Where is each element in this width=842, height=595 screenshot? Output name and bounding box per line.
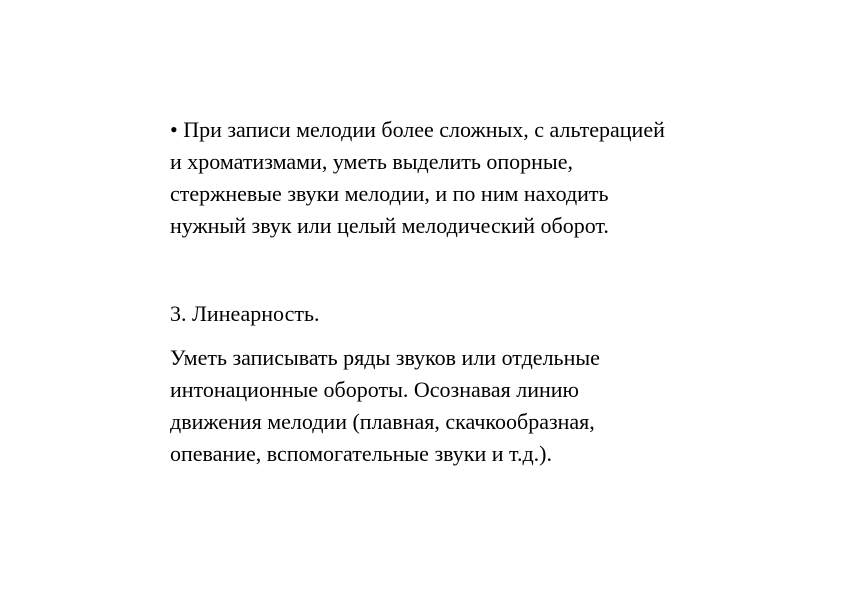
- paragraph-line: стержневые звуки мелодии, и по ним находить: [170, 181, 609, 206]
- bullet-paragraph: [170, 114, 770, 242]
- paragraph-line: движения мелодии (плавная, скачкообразная,: [170, 409, 595, 434]
- paragraph-line: опевание, вспомогательные звуки и т.д.).: [170, 441, 552, 466]
- section-paragraph: [170, 342, 770, 470]
- paragraph-line: Уметь записывать ряды звуков или отдельные: [170, 345, 600, 370]
- paragraph-line: интонационные обороты. Осознавая линию: [170, 377, 579, 402]
- section-heading: 3. Линеарность.: [170, 301, 320, 326]
- section-heading-block: [170, 298, 770, 330]
- paragraph-line: и хроматизмами, уметь выделить опорные,: [170, 149, 573, 174]
- paragraph-line: • При записи мелодии более сложных, с альтерацией: [170, 117, 665, 142]
- paragraph-line: нужный звук или целый мелодический оборот.: [170, 213, 609, 238]
